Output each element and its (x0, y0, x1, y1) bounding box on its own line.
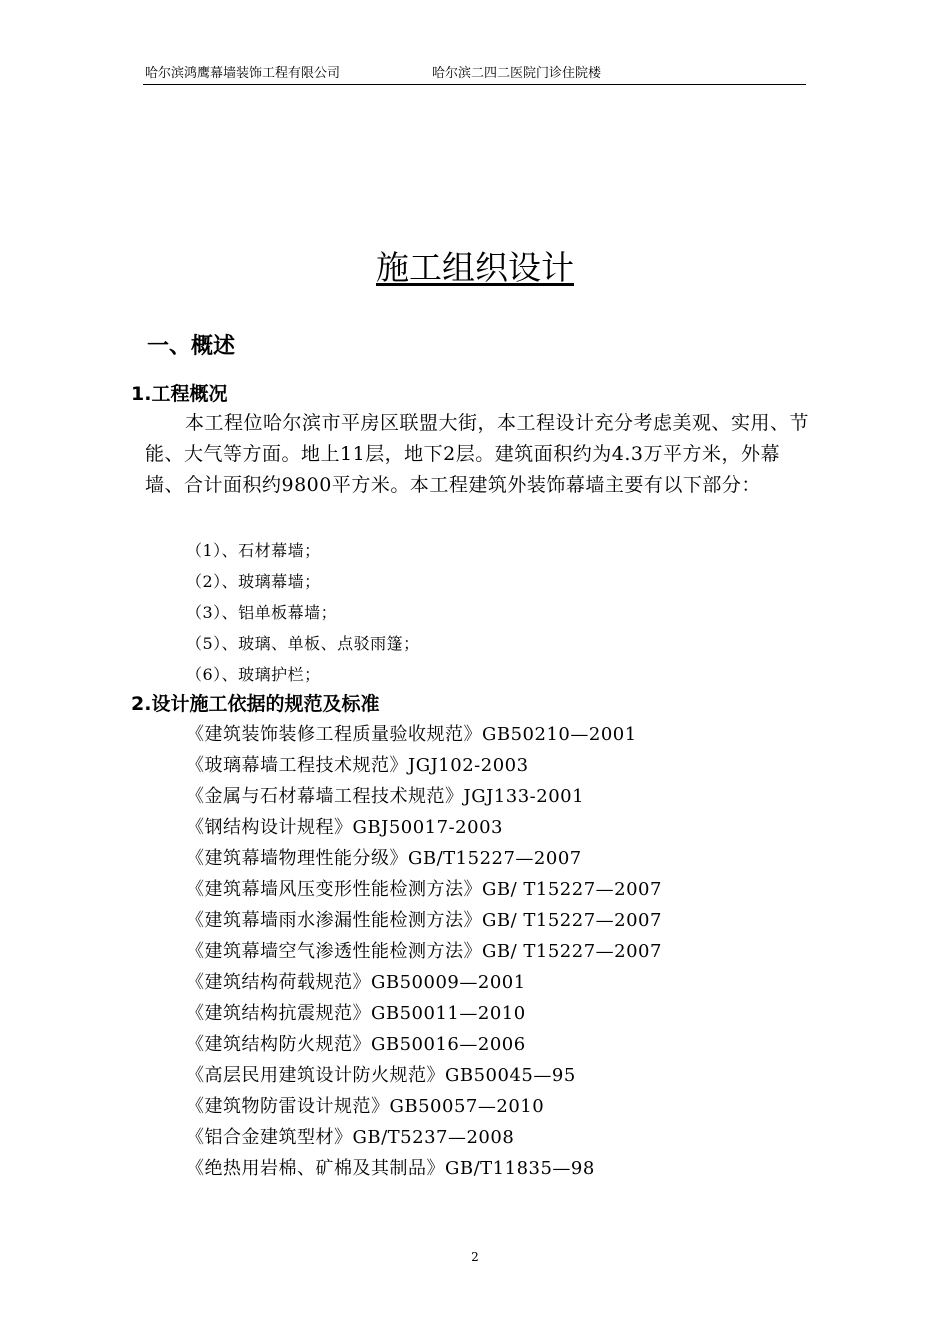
list-item: 《钢结构设计规程》GBJ50017-2003 (186, 817, 503, 838)
project-overview-paragraph (145, 408, 817, 501)
facade-parts-list (186, 535, 420, 690)
list-item: 《建筑幕墙风压变形性能检测方法》GB/ T15227—2007 (186, 879, 662, 900)
header-rule (143, 84, 806, 85)
list-item: （1）、石材幕墙； (186, 541, 321, 560)
list-item: 《建筑幕墙雨水渗漏性能检测方法》GB/ T15227—2007 (186, 910, 662, 931)
list-item: 《玻璃幕墙工程技术规范》JGJ102-2003 (186, 755, 529, 776)
list-item: 《建筑幕墙物理性能分级》GB/T15227—2007 (186, 848, 582, 869)
list-item: 《建筑物防雷设计规范》GB50057—2010 (186, 1096, 545, 1117)
list-item: （3）、铝单板幕墙； (186, 603, 338, 622)
list-item: 《建筑幕墙空气渗透性能检测方法》GB/ T15227—2007 (186, 941, 662, 962)
section-heading-overview: 一、概述 (147, 334, 236, 359)
list-item: （5）、玻璃、单板、点驳雨篷； (186, 634, 420, 653)
list-item: 《金属与石材幕墙工程技术规范》JGJ133-2001 (186, 786, 585, 807)
header-project: 哈尔滨二四二医院门诊住院楼 (432, 66, 602, 81)
list-item: （6）、玻璃护栏； (186, 665, 321, 684)
list-item: 《绝热用岩棉、矿棉及其制品》GB/T11835—98 (186, 1158, 595, 1179)
project-overview-text: 本工程位哈尔滨市平房区联盟大街，本工程设计充分考虑美观、实用、节能、大气等方面。地上11层，地下2层。建筑面积约为4.3万平方米，外幕墙、合计面积约9800平方米。本工程建筑外装饰幕墙主要有以下部分： (145, 412, 810, 496)
list-item: 《建筑结构抗震规范》GB50011—2010 (186, 1003, 526, 1024)
list-item: 《建筑装饰装修工程质量验收规范》GB50210—2001 (186, 724, 637, 745)
subsection-heading-project-overview: 1.工程概况 (131, 383, 228, 405)
list-item: 《建筑结构防火规范》GB50016—2006 (186, 1034, 526, 1055)
list-item: 《铝合金建筑型材》GB/T5237—2008 (186, 1127, 515, 1148)
list-item: 《高层民用建筑设计防火规范》GB50045—95 (186, 1065, 576, 1086)
subsection-heading-standards: 2.设计施工依据的规范及标准 (131, 693, 380, 715)
page-title: 施工组织设计 (376, 248, 574, 287)
standards-list (186, 719, 662, 1184)
list-item: 《建筑结构荷载规范》GB50009—2001 (186, 972, 526, 993)
page-number: 2 (471, 1250, 479, 1264)
header-company: 哈尔滨鸿鹰幕墙装饰工程有限公司 (145, 66, 341, 81)
list-item: （2）、玻璃幕墙； (186, 572, 321, 591)
